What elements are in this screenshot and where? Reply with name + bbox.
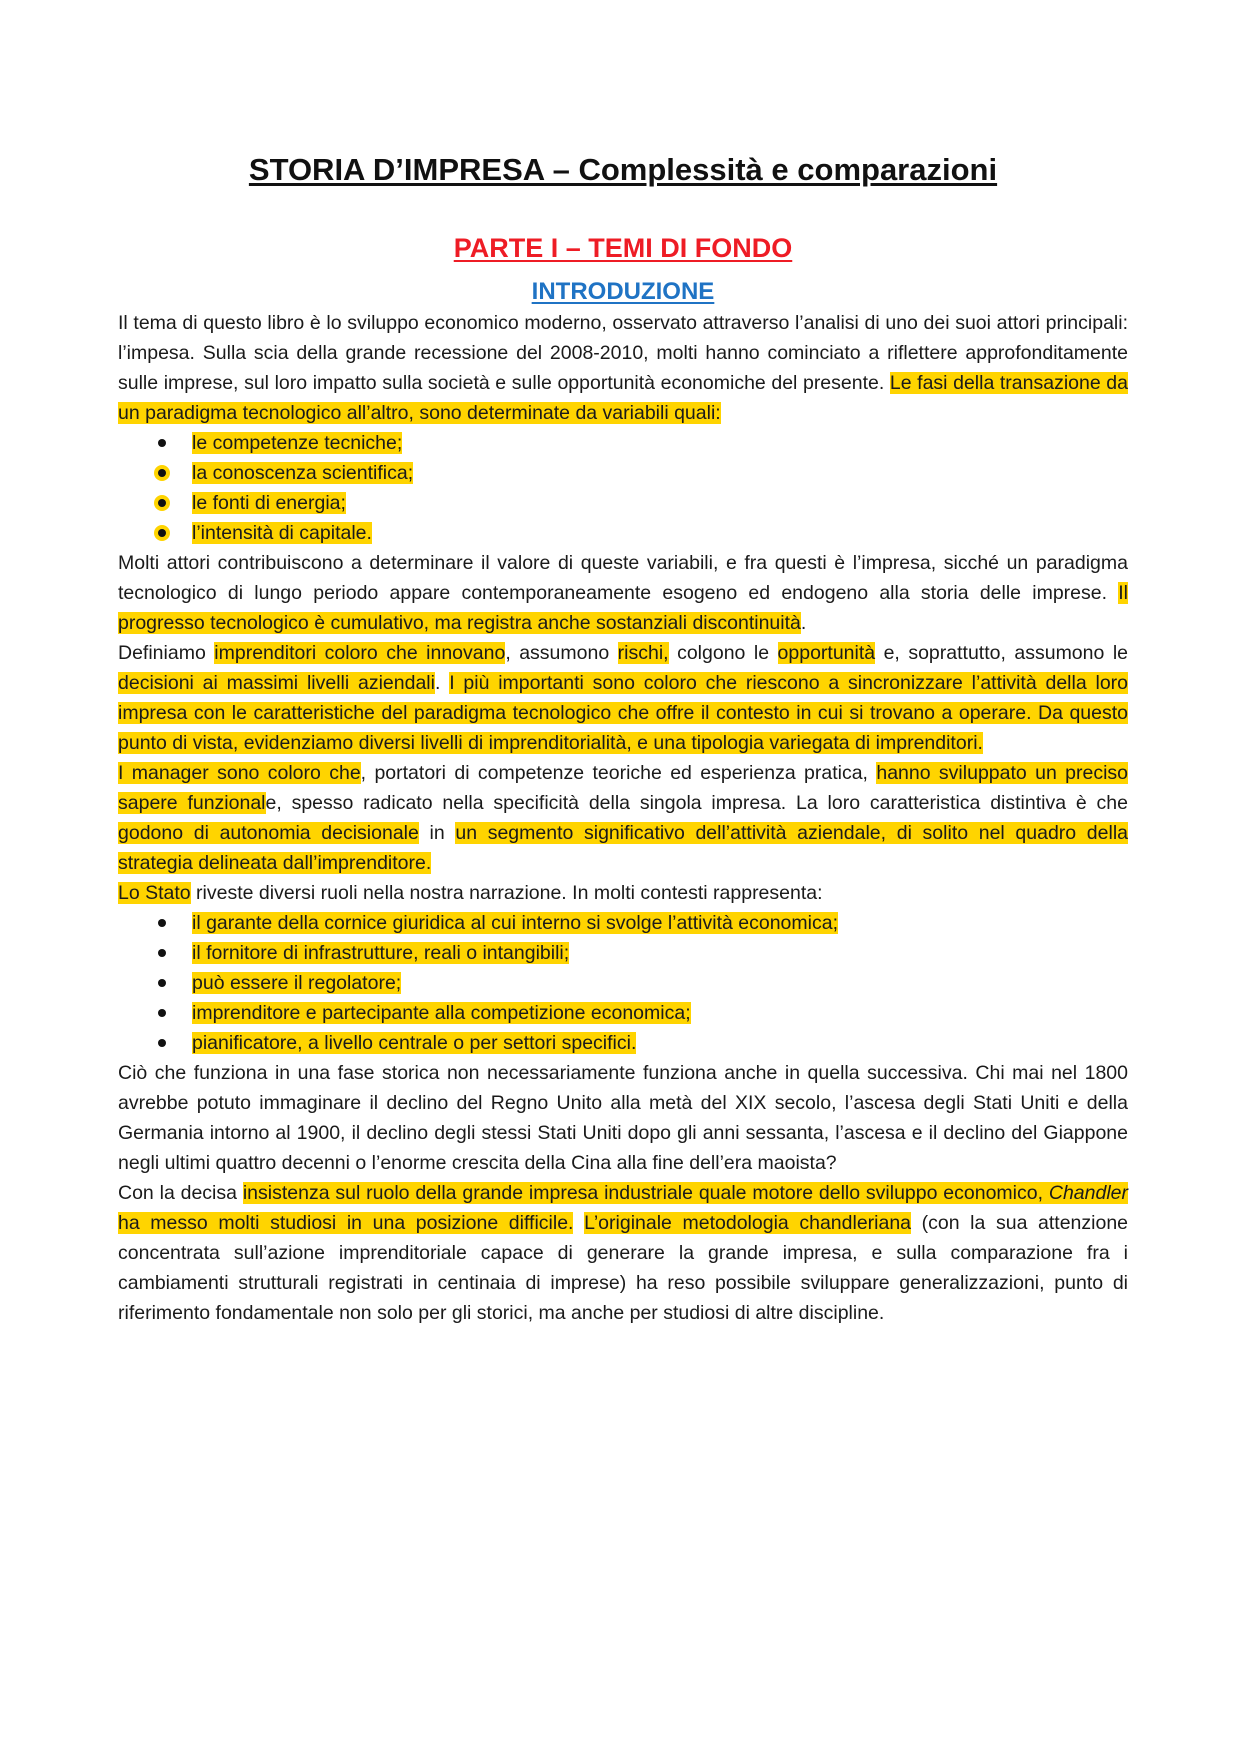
- highlighted-text: Il progresso tecnologico è cumulativo, ma registra anche sostanziali discontinuità: [118, 582, 1128, 634]
- highlighted-text: decisioni ai massimi livelli aziendali: [118, 672, 435, 694]
- list-item: le fonti di energia;: [158, 488, 1128, 518]
- highlighted-text: I manager sono coloro che: [118, 762, 361, 784]
- document-page: [118, 150, 1128, 1328]
- bullet-icon: [158, 949, 166, 957]
- paragraph-chandler: Con la decisa insistenza sul ruolo della grande impresa industriale quale motore dello sviluppo economico, Chandler ha messo molti studiosi in una posizione difficile. L’originale metodologia chandleriana (con la sua attenzione concentrata sull’azione imprenditoriale capace di generare la grande impresa, e sulla comparazione fra i cambiamenti strutturali registrati in centinaia di imprese) ha reso possibile sviluppare generalizzazioni, punto di riferimento fondamentale non solo per gli storici, ma anche per studiosi di altre discipline.: [118, 1182, 1129, 1324]
- highlighted-text: L’originale metodologia chandleriana: [584, 1212, 912, 1234]
- bullet-icon: [158, 439, 166, 447]
- list-item: le competenze tecniche;: [158, 428, 1128, 458]
- section-title: INTRODUZIONE: [531, 278, 715, 305]
- part-title: PARTE I – TEMI DI FONDO: [453, 233, 793, 263]
- highlighted-text: ha messo molti studiosi in una posizione difficile.: [118, 1212, 574, 1234]
- list-item: la conoscenza scientifica;: [158, 458, 1128, 488]
- bullet-icon: [158, 1009, 166, 1017]
- highlighted-text: Le fasi della transazione da un paradigma tecnologico all’altro, sono determinate da variabili quali:: [118, 372, 1128, 424]
- highlighted-text: Chandler: [1048, 1182, 1128, 1204]
- highlighted-text: opportunità: [777, 642, 876, 664]
- state-roles-list: [118, 908, 1128, 1058]
- list-item: può essere il regolatore;: [158, 968, 1128, 998]
- bullet-icon: [158, 1039, 166, 1047]
- highlighted-text: imprenditori coloro che innovano: [214, 642, 506, 664]
- list-item: pianificatore, a livello centrale o per settori specifici.: [158, 1028, 1128, 1058]
- highlighted-text: Lo Stato: [118, 882, 191, 904]
- list-item: il garante della cornice giuridica al cui interno si svolge l’attività economica;: [158, 908, 1128, 938]
- document-title: STORIA D’IMPRESA – Complessità e comparazioni: [248, 152, 998, 187]
- highlighted-text: insistenza sul ruolo della grande impresa industriale quale motore dello sviluppo economico,: [242, 1182, 1049, 1204]
- paragraph-intro: [118, 308, 1128, 428]
- bullet-icon: [158, 529, 166, 537]
- list-item: l’intensità di capitale.: [158, 518, 1128, 548]
- bullet-icon: [158, 469, 166, 477]
- paragraph-actors: Molti attori contribuiscono a determinare il valore di queste variabili, e fra questi è l’impresa, sicché un paradigma tecnologico di lungo periodo appare contemporaneamente esogeno ed endogeno alla storia delle imprese. Il progresso tecnologico è cumulativo, ma registra anche sostanziali discontinuità.: [118, 552, 1128, 634]
- variables-list: [118, 428, 1128, 548]
- bullet-icon: [158, 499, 166, 507]
- highlighted-text: rischi,: [617, 642, 669, 664]
- highlighted-text: godono di autonomia decisionale: [118, 822, 419, 844]
- highlighted-text: hanno sviluppato un preciso sapere funzional: [118, 762, 1129, 814]
- paragraph-entrepreneurs: Definiamo imprenditori coloro che innovano, assumono rischi, colgono le opportunità e, soprattutto, assumono le decisioni ai massimi livelli aziendali. I più importanti sono coloro che riescono a sincronizzare l’attività della loro impresa con le caratteristiche del paradigma tecnologico che offre il contesto in cui si trovano a operare. Da questo punto di vista, evidenziamo diversi livelli di imprenditorialità, e una tipologia variegata di imprenditori.: [118, 642, 1129, 754]
- paragraph-state: Lo Stato riveste diversi ruoli nella nostra narrazione. In molti contesti rappresenta:: [118, 882, 823, 904]
- highlighted-text: un segmento significativo dell’attività aziendale, di solito nel quadro della strategia delineata dall’imprenditore.: [118, 822, 1128, 874]
- list-item: imprenditore e partecipante alla competizione economica;: [158, 998, 1128, 1028]
- bullet-icon: [158, 979, 166, 987]
- paragraph-history: Ciò che funziona in una fase storica non necessariamente funziona anche in quella successiva. Chi mai nel 1800 avrebbe potuto immaginare il declino del Regno Unito alla metà del XIX secolo, l’ascesa degli Stati Uniti e della Germania intorno al 1900, il declino degli stessi Stati Uniti dopo gli anni sessanta, l’ascesa e il declino del Giappone negli ultimi quattro decenni o l’enorme crescita della Cina alla fine dell’era maoista?: [118, 1062, 1128, 1174]
- bullet-icon: [158, 919, 166, 927]
- list-item: il fornitore di infrastrutture, reali o intangibili;: [158, 938, 1128, 968]
- paragraph-managers: I manager sono coloro che, portatori di competenze teoriche ed esperienza pratica, hanno sviluppato un preciso sapere funzionale, spesso radicato nella specificità della singola impresa. La loro caratteristica distintiva è che godono di autonomia decisionale in un segmento significativo dell’attività aziendale, di solito nel quadro della strategia delineata dall’imprenditore.: [118, 762, 1129, 874]
- paragraph-text: Il tema di questo libro è lo sviluppo economico moderno, osservato attraverso l’analisi di uno dei suoi attori principali: l’impesa. Sulla scia della grande recessione del 2008-2010, molti hanno cominciato a riflettere approfonditamente sulle imprese, sul loro impatto sulla società e sulle opportunità economiche del presente.: [118, 312, 1128, 394]
- highlighted-text: I più importanti sono coloro che riescono a sincronizzare l’attività della loro impresa con le caratteristiche del paradigma tecnologico che offre il contesto in cui si trovano a operare. Da questo punto di vista, evidenziamo diversi livelli di imprenditorialità, e una tipologia variegata di imprenditori.: [118, 672, 1128, 754]
